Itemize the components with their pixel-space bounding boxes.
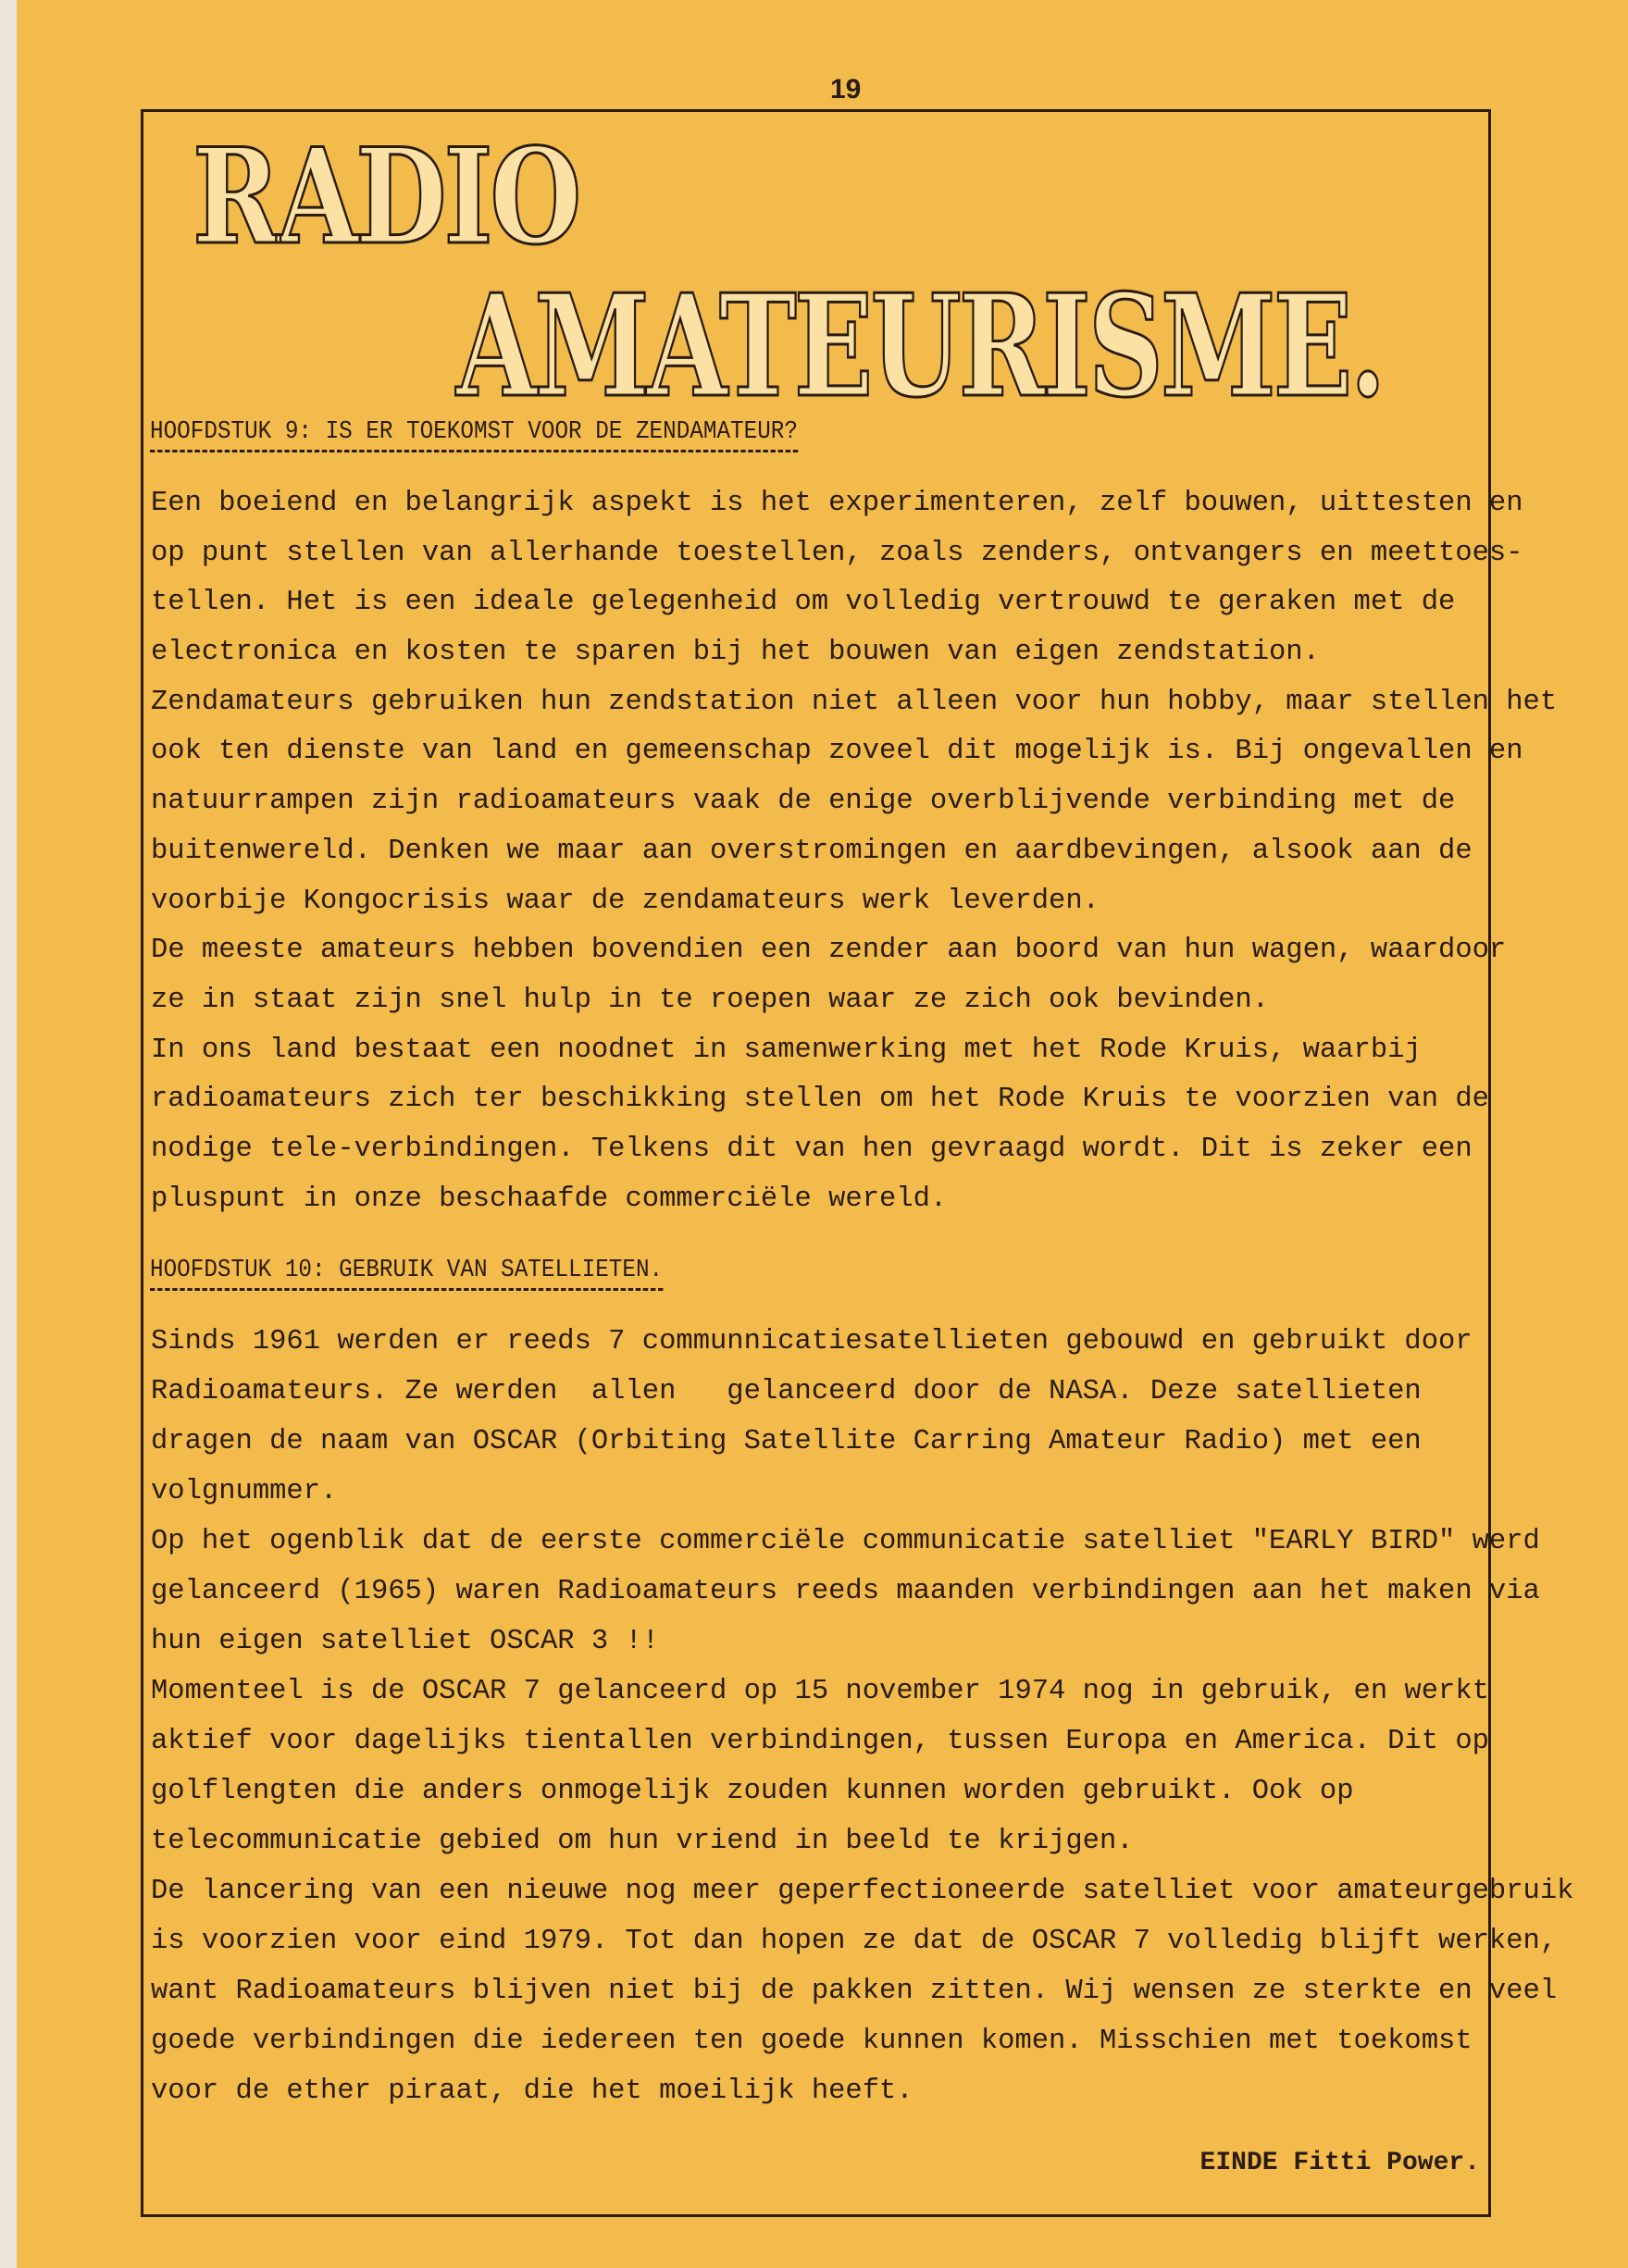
text-line: buitenwereld. Denken we maar aan overstromingen en aardbevingen, alsook aan de — [151, 835, 1473, 867]
text-line: aktief voor dagelijks tientallen verbindingen, tussen Europa en America. Dit op — [151, 1726, 1489, 1757]
page-edge — [0, 0, 17, 2268]
title-line-2: AMATEURISME. — [456, 263, 1384, 428]
text-line: In ons land bestaat een noodnet in samenwerking met het Rode Kruis, waarbij — [151, 1034, 1422, 1066]
text-line: Momenteel is de OSCAR 7 gelanceerd op 15 november 1974 nog in gebruik, en werkt — [151, 1676, 1489, 1707]
text-line: De lancering van een nieuwe nog meer geperfectioneerde satelliet voor amateurgebruik — [151, 1876, 1574, 1907]
text-line: volgnummer. — [151, 1476, 338, 1507]
text-line: hun eigen satelliet OSCAR 3 !! — [151, 1626, 660, 1657]
text-line: goede verbindingen die iedereen ten goede kunnen komen. Misschien met toekomst — [151, 2026, 1473, 2057]
text-line: electronica en kosten te sparen bij het bouwen van eigen zendstation. — [151, 637, 1320, 669]
text-line: ook ten dienste van land en gemeenschap zoveel dit mogelijk is. Bij ongevallen en — [151, 736, 1523, 768]
text-line: Op het ogenblik dat de eerste commerciële communicatie satelliet "EARLY BIRD" werd — [151, 1526, 1540, 1557]
title-line-1: RADIO — [193, 120, 579, 274]
section-body-10 — [151, 1317, 1573, 2116]
text-line: gelanceerd (1965) waren Radioamateurs reeds maanden verbindingen aan het maken via — [151, 1576, 1540, 1607]
text-line: radioamateurs zich ter beschikking stellen om het Rode Kruis te voorzien van de — [151, 1084, 1489, 1116]
text-line: telecommunicatie gebied om hun vriend in beeld te krijgen. — [151, 1826, 1134, 1857]
text-line: nodige tele-verbindingen. Telkens dit van hen gevraagd wordt. Dit is zeker een — [151, 1133, 1473, 1165]
section-heading-10: HOOFDSTUK 10: GEBRUIK VAN SATELLIETEN. — [150, 1257, 663, 1291]
text-line: voor de ether piraat, die het moeilijk heeft. — [151, 2076, 913, 2107]
section-body-9 — [151, 479, 1557, 1224]
text-line: ze in staat zijn snel hulp in te roepen waar ze zich ook bevinden. — [151, 984, 1269, 1016]
text-line: is voorzien voor eind 1979. Tot dan hopen ze dat de OSCAR 7 volledig blijft werken, — [151, 1926, 1558, 1957]
text-line: want Radioamateurs blijven niet bij de pakken zitten. Wij wensen ze sterkte en veel — [151, 1976, 1558, 2007]
signature: EINDE Fitti Power. — [1199, 2149, 1480, 2177]
page-number: 19 — [830, 74, 862, 105]
text-line: voorbije Kongocrisis waar de zendamateurs werk leverden. — [151, 885, 1100, 917]
section-heading-9: HOOFDSTUK 9: IS ER TOEKOMST VOOR DE ZENDAMATEUR? — [150, 418, 798, 452]
text-line: natuurrampen zijn radioamateurs vaak de enige overblijvende verbinding met de — [151, 786, 1456, 818]
text-line: De meeste amateurs hebben bovendien een zender aan boord van hun wagen, waardoor — [151, 935, 1507, 967]
text-line: Zendamateurs gebruiken hun zendstation niet alleen voor hun hobby, maar stellen het — [151, 686, 1558, 718]
text-line: pluspunt in onze beschaafde commerciële wereld. — [151, 1183, 948, 1215]
text-line: Sinds 1961 werden er reeds 7 communnicatiesatellieten gebouwd en gebruikt door — [151, 1326, 1473, 1357]
text-line: Radioamateurs. Ze werden allen gelanceerd door de NASA. Deze satellieten — [151, 1376, 1422, 1407]
text-line: Een boeiend en belangrijk aspekt is het experimenteren, zelf bouwen, uittesten en — [151, 488, 1523, 519]
text-line: tellen. Het is een ideale gelegenheid om volledig vertrouwd te geraken met de — [151, 587, 1456, 619]
text-line: op punt stellen van allerhande toestellen, zoals zenders, ontvangers en meettoes- — [151, 537, 1523, 569]
text-line: golflengten die anders onmogelijk zouden kunnen worden gebruikt. Ook op — [151, 1776, 1354, 1807]
text-line: dragen de naam van OSCAR (Orbiting Satellite Carring Amateur Radio) met een — [151, 1426, 1422, 1457]
